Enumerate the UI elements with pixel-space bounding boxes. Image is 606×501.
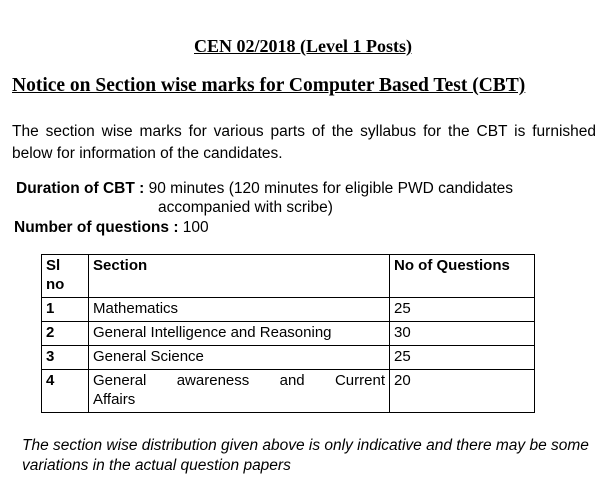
questions-label: Number of questions : <box>14 219 179 236</box>
duration-row <box>16 179 513 198</box>
notice-title: CEN 02/2018 (Level 1 Posts) <box>194 36 412 56</box>
row-section: General Intelligence and Reasoning <box>89 322 390 346</box>
intro-paragraph: The section wise marks for various parts of the syllabus for the CBT is furnished below for information of the candidates. <box>12 123 596 162</box>
row-section: General Science <box>89 346 390 370</box>
row-sl: 1 <box>42 298 89 322</box>
row-sl: 4 <box>42 370 89 413</box>
footer-note: The section wise distribution given above is only indicative and there may be some variations in the actual question papers <box>22 437 589 474</box>
row-section-line2: Affairs <box>93 391 136 408</box>
table-header-row <box>42 255 535 298</box>
header-question-count: No of Questions <box>390 255 535 298</box>
header-sl-line2: no <box>46 276 65 293</box>
questions-row <box>14 218 209 237</box>
table-row <box>42 346 535 370</box>
header-sl-line1: Sl <box>46 257 61 274</box>
row-section <box>89 370 390 413</box>
header-sl-no <box>42 255 89 298</box>
row-section-line1: General awareness and Current <box>93 372 385 389</box>
table-row <box>42 370 535 413</box>
questions-value: 100 <box>182 219 209 236</box>
header-section: Section <box>89 255 390 298</box>
table-row <box>42 298 535 322</box>
row-count: 20 <box>390 370 535 413</box>
row-section: Mathematics <box>89 298 390 322</box>
notice-subtitle: Notice on Section wise marks for Computer Based Test (CBT) <box>12 75 526 96</box>
row-count: 30 <box>390 322 535 346</box>
row-count: 25 <box>390 298 535 322</box>
row-sl: 2 <box>42 322 89 346</box>
duration-label: Duration of CBT : <box>16 180 145 197</box>
duration-value: 90 minutes (120 minutes for eligible PWD candidates <box>148 180 514 197</box>
row-count: 25 <box>390 346 535 370</box>
row-sl: 3 <box>42 346 89 370</box>
table-row <box>42 322 535 346</box>
section-marks-table <box>41 254 535 413</box>
duration-value-continued: accompanied with scribe) <box>158 199 333 216</box>
